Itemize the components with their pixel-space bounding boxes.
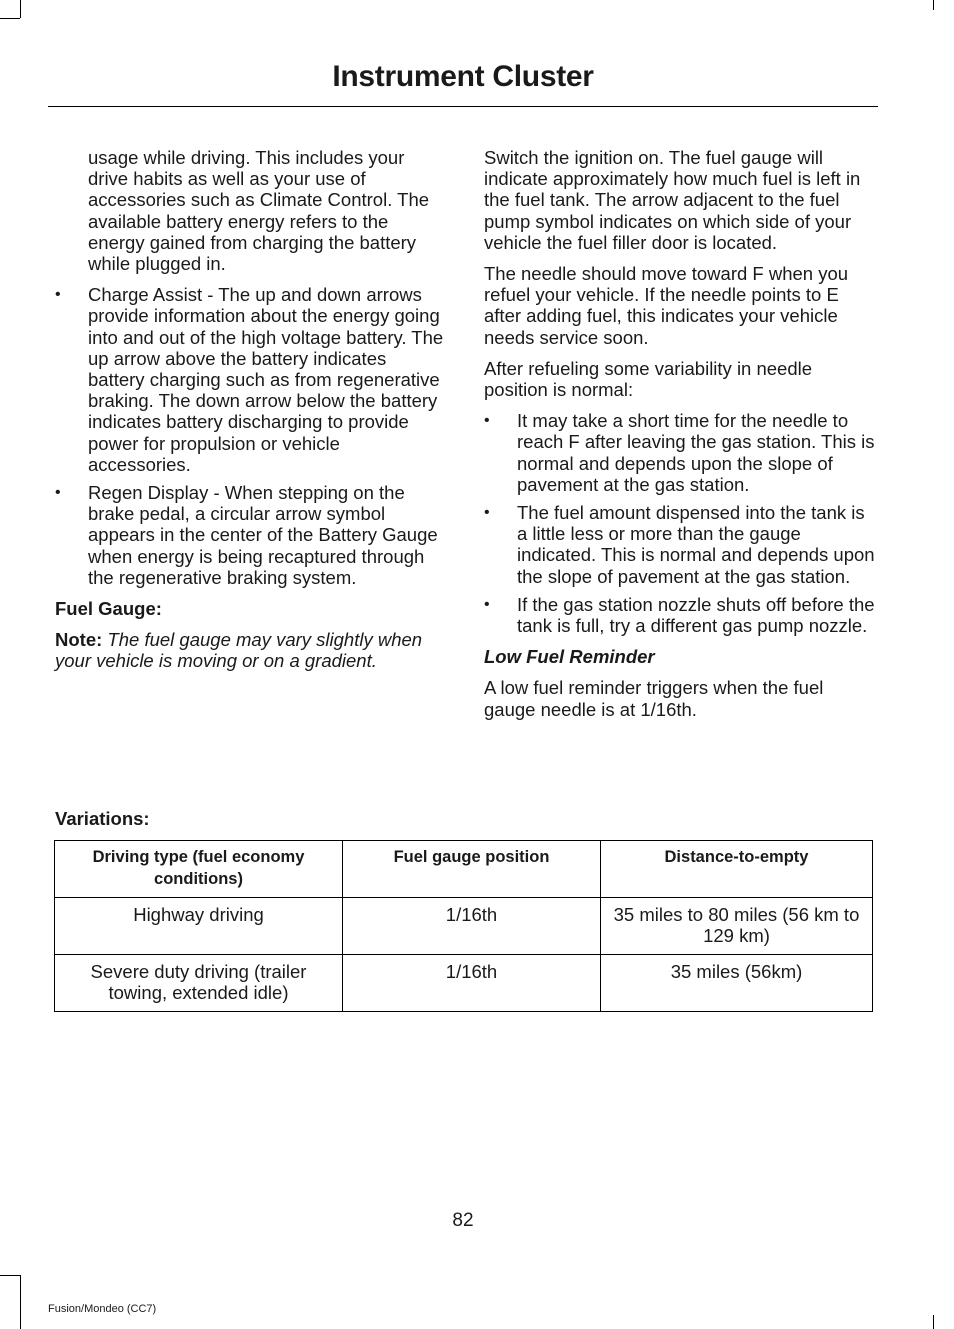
table-cell: 1/16th	[343, 898, 601, 955]
column-header: Fuel gauge position	[343, 841, 601, 898]
bullet-list	[55, 284, 447, 588]
bullet-text: Regen Display - When stepping on the brake pedal, a circular arrow symbol appears in the center of the Battery Gauge when energy is being recaptured through the regenerative braking system.	[88, 482, 438, 588]
note-paragraph	[55, 629, 447, 671]
crop-mark	[20, 0, 21, 18]
bullet-text: If the gas station nozzle shuts off before the tank is full, try a different gas pump nozzle.	[517, 593, 875, 637]
low-fuel-heading: Low Fuel Reminder	[484, 646, 655, 668]
bullet-text: The fuel amount dispensed into the tank is a little less or more than the gauge indicated. This is normal and depends upon the slope of pavement at the gas station.	[517, 502, 875, 587]
bullet-text: Charge Assist - The up and down arrows provide information about the energy going into and out of the high voltage battery. The up arrow above the battery indicates battery charging such as from regenerative braking. The down arrow below the battery indicates battery discharging to provide power for propulsion or vehicle accessories.	[88, 284, 444, 475]
low-fuel-paragraph: A low fuel reminder triggers when the fuel gauge needle is at 1/16th.	[484, 677, 824, 720]
crop-mark	[0, 18, 20, 19]
bullet-icon: •	[484, 504, 490, 522]
table-cell: Highway driving	[55, 898, 343, 955]
bullet-icon: •	[55, 286, 61, 304]
paragraph: The needle should move toward F when you refuel your vehicle. If the needle points to E after adding fuel, this indicates your vehicle needs service soon.	[484, 263, 849, 348]
table-cell: 35 miles to 80 miles (56 km to 129 km)	[601, 898, 873, 955]
variations-table	[54, 840, 873, 1012]
crop-mark	[0, 1275, 20, 1276]
table-cell: 35 miles (56km)	[601, 955, 873, 1012]
crop-mark	[20, 1275, 21, 1329]
table-cell: 1/16th	[343, 955, 601, 1012]
page-number: 82	[452, 1210, 474, 1231]
bullet-icon: •	[55, 484, 61, 502]
list-item	[55, 284, 447, 475]
bullet-text: It may take a short time for the needle to reach F after leaving the gas station. This is normal and depends upon the slope of pavement at the gas station.	[517, 410, 875, 495]
footer-model: Fusion/Mondeo (CC7)	[48, 1303, 157, 1315]
table-row	[55, 898, 873, 955]
fuel-gauge-heading: Fuel Gauge:	[55, 598, 162, 620]
crop-mark	[933, 0, 934, 10]
table-header-row	[55, 841, 873, 898]
variations-heading: Variations:	[55, 808, 150, 829]
list-item	[484, 410, 876, 495]
table-cell: Severe duty driving (trailer towing, extended idle)	[55, 955, 343, 1012]
note-text: The fuel gauge may vary slightly when your vehicle is moving or on a gradient.	[55, 629, 423, 672]
column-header: Distance-to-empty	[601, 841, 873, 898]
bullet-icon: •	[484, 595, 490, 613]
continuation-paragraph: usage while driving. This includes your drive habits as well as your use of accessories such as Climate Control. The available battery energy refers to the energy gained from charging the battery while plugged in.	[88, 147, 430, 275]
title-divider	[48, 106, 878, 107]
bullet-icon: •	[484, 412, 490, 430]
left-column	[55, 147, 447, 682]
column-header: Driving type (fuel economy conditions)	[55, 841, 343, 898]
bullet-list	[484, 410, 876, 636]
crop-mark	[933, 1315, 934, 1329]
table-row	[55, 955, 873, 1012]
paragraph: After refueling some variability in needle position is normal:	[484, 357, 813, 401]
page-title: Instrument Cluster	[332, 60, 594, 93]
list-item	[484, 502, 876, 587]
list-item	[484, 594, 876, 636]
note-label: Note:	[55, 629, 103, 651]
paragraph: Switch the ignition on. The fuel gauge will indicate approximately how much fuel is left in the fuel tank. The arrow adjacent to the fuel pump symbol indicates on which side of your vehicle the fuel filler door is located.	[484, 147, 861, 253]
list-item	[55, 482, 447, 588]
right-column	[484, 147, 876, 730]
